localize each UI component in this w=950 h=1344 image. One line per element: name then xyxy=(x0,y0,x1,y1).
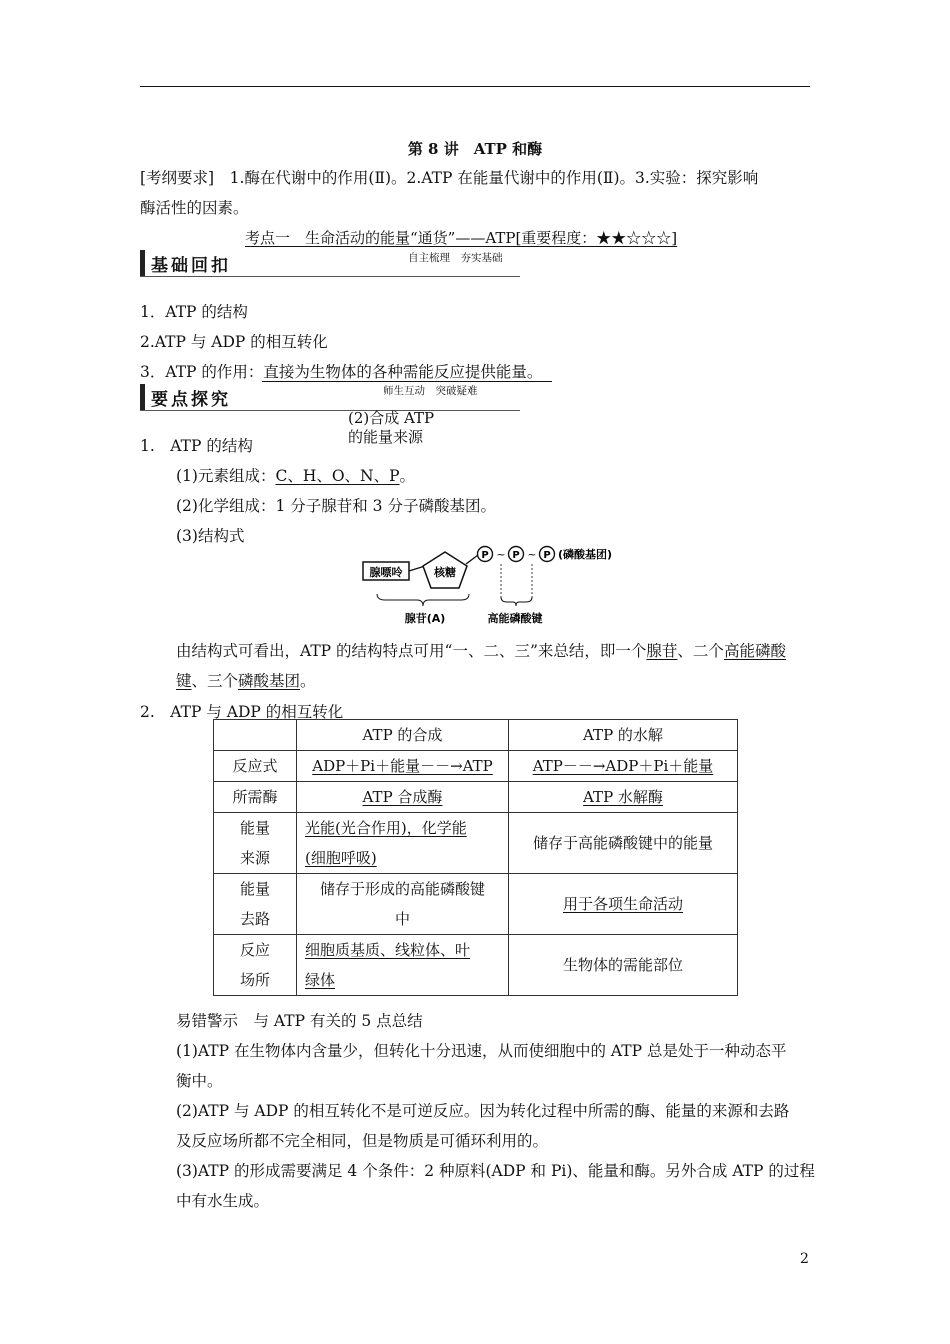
section-basic-subtitle: 自主梳理 夯实基础 xyxy=(408,252,503,264)
conversion-heading: 2. ATP 与 ADP 的相互转化 xyxy=(140,703,344,721)
bond-brace xyxy=(501,597,532,606)
atp-adp-table xyxy=(213,719,738,996)
floating-note xyxy=(348,409,434,447)
section-key-subtitle: 师生互动 突破疑难 xyxy=(383,385,478,397)
warning-3: (3)ATP 的形成需要满足 4 个条件：2 种原料(ADP 和 Pi)、能量和酶。另外合成 ATP 的过程 中有水生成。 xyxy=(176,1162,815,1210)
requirements-label: [考纲要求] xyxy=(140,169,215,187)
basic-item-3: 3．ATP 的作用：直接为生物体的各种需能反应提供能量。 xyxy=(140,363,543,381)
structure-item-3: (3)结构式 xyxy=(176,527,245,545)
table-header-synthesis: ATP 的合成 xyxy=(297,720,509,751)
section-key-header xyxy=(140,384,275,410)
table-row: 所需酶 ATP 合成酶 ATP 水解酶 xyxy=(214,782,738,813)
high-energy-bond-label: 高能磷酸键 xyxy=(487,612,543,625)
high-energy-bond-2: ~ xyxy=(527,548,537,561)
adenosine-label: 腺苷(A) xyxy=(404,612,446,625)
table-row: 能量 去路 储存于形成的高能磷酸键 中 用于各项生命活动 xyxy=(214,874,738,935)
svg-text:P: P xyxy=(512,550,520,561)
structure-heading: 1. ATP 的结构 xyxy=(140,437,253,455)
ribose-label: 核糖 xyxy=(434,566,456,579)
phosphate-group-label: (磷酸基团) xyxy=(558,548,613,561)
adenosine-brace xyxy=(377,594,469,606)
header-rule xyxy=(140,86,810,87)
section-basic-header xyxy=(140,250,275,276)
section-basic-rule xyxy=(140,276,520,277)
structure-item-1: (1)元素组成：C、H、O、N、P。 xyxy=(176,467,416,485)
requirements xyxy=(140,163,815,223)
adenine-label: 腺嘌呤 xyxy=(369,566,403,579)
elements-answer: C、H、O、N、P xyxy=(275,467,400,485)
table-row: 能量 来源 光能(光合作用)，化学能 (细胞呼吸) 储存于高能磷酸键中的能量 xyxy=(214,813,738,874)
warning-2: (2)ATP 与 ADP 的相互转化不是可逆反应。因为转化过程中所需的酶、能量的来源和去路 及反应场所都不完全相同，但是物质是可循环利用的。 xyxy=(176,1102,790,1150)
warning-heading: 易错警示 与 ATP 有关的 5 点总结 xyxy=(176,1012,423,1030)
svg-text:P: P xyxy=(543,550,551,561)
floating-note-line2: 的能量来源 xyxy=(348,428,424,446)
structure-summary: 由结构式可看出，ATP 的结构特点可用“一、二、三”来总结，即一个腺苷、二个高能磷酸 键、三个磷酸基团。 xyxy=(176,642,786,690)
high-energy-bond-1: ~ xyxy=(496,548,506,561)
basic-item-1: 1．ATP 的结构 xyxy=(140,303,248,321)
table-header-hydrolysis: ATP 的水解 xyxy=(509,720,738,751)
requirements-line2: 酶活性的因素。 xyxy=(140,199,249,217)
page-number: 2 xyxy=(800,1251,809,1267)
section-key-title: 要点探究 xyxy=(151,389,231,410)
section-key-rule xyxy=(140,410,520,411)
section-basic-title: 基础回扣 xyxy=(151,255,231,276)
svg-text:P: P xyxy=(481,550,489,561)
floating-note-line1: (2)合成 ATP xyxy=(348,409,435,427)
kaodian-title: 考点一 生命活动的能量“通货”——ATP[重要程度：★★☆☆☆] xyxy=(245,229,678,247)
table-row: 反应 场所 细胞质基质、线粒体、叶 绿体 生物体的需能部位 xyxy=(214,935,738,996)
page-title: 第 8 讲 ATP 和酶 xyxy=(407,140,543,158)
structure-item-2: (2)化学组成：1 分子腺苷和 3 分子磷酸基团。 xyxy=(176,497,496,515)
warning-1: (1)ATP 在生物体内含量少，但转化十分迅速，从而使细胞中的 ATP 总是处于一种动态平 衡中。 xyxy=(176,1042,787,1090)
table-header-row xyxy=(214,720,738,751)
basic-item-2: 2.ATP 与 ADP 的相互转化 xyxy=(140,333,328,351)
atp-structure-diagram xyxy=(355,542,635,630)
requirements-line1: 1.酶在代谢中的作用(Ⅱ)。2.ATP 在能量代谢中的作用(Ⅱ)。3.实验：探究影响 xyxy=(229,169,759,187)
basic-item-3-underline xyxy=(262,381,552,382)
table-row: 反应式 ADP＋Pi＋能量－－→ATP ATP－－→ADP＋Pi＋能量 xyxy=(214,751,738,782)
